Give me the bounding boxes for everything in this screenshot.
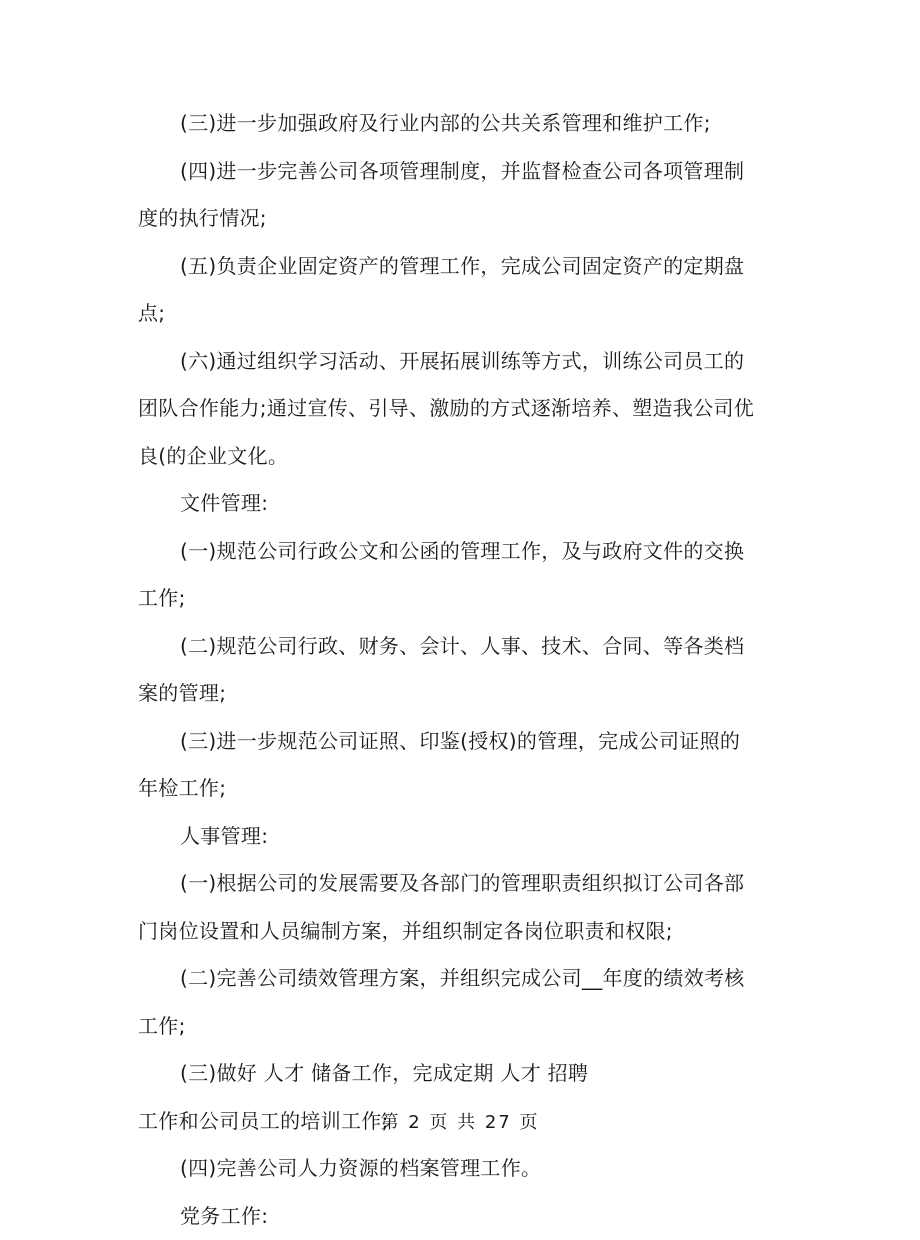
text-line: 工作;: [138, 575, 783, 623]
text-line: 人事管理:: [138, 813, 783, 861]
text-line: (二)完善公司绩效管理方案，并组织完成公司__年度的绩效考核: [138, 955, 783, 1003]
page-footer: 第 2 页 共 27 页: [0, 1108, 920, 1134]
text-line: (一)规范公司行政公文和公函的管理工作，及与政府文件的交换: [138, 528, 783, 576]
text-line: 工作和公司员工的培训工作;: [138, 1098, 783, 1146]
text-line: 良(的企业文化。: [138, 433, 783, 481]
text-line: (三)进一步加强政府及行业内部的公共关系管理和维护工作;: [138, 100, 783, 148]
text-line: (五)负责企业固定资产的管理工作，完成公司固定资产的定期盘: [138, 243, 783, 291]
text-line: (四)完善公司人力资源的档案管理工作。: [138, 1145, 783, 1193]
text-line: 度的执行情况;: [138, 195, 783, 243]
text-line: (三)进一步规范公司证照、印鉴(授权)的管理，完成公司证照的: [138, 718, 783, 766]
text-line: (三)做好 人才 储备工作，完成定期 人才 招聘: [138, 1050, 783, 1098]
text-line: 团队合作能力;通过宣传、引导、激励的方式逐渐培养、塑造我公司优: [138, 385, 783, 433]
text-line: (六)通过组织学习活动、开展拓展训练等方式，训练公司员工的: [138, 338, 783, 386]
text-line: 工作;: [138, 1003, 783, 1051]
text-line: (一)根据公司的发展需要及各部门的管理职责组织拟订公司各部: [138, 860, 783, 908]
text-line: 党务工作:: [138, 1193, 783, 1240]
text-line: 点;: [138, 290, 783, 338]
text-line: 门岗位设置和人员编制方案，并组织制定各岗位职责和权限;: [138, 908, 783, 956]
text-line: 年检工作;: [138, 765, 783, 813]
text-line: 文件管理:: [138, 480, 783, 528]
document-body: [138, 100, 783, 1240]
text-line: (二)规范公司行政、财务、会计、人事、技术、合同、等各类档: [138, 623, 783, 671]
text-line: (四)进一步完善公司各项管理制度，并监督检查公司各项管理制: [138, 148, 783, 196]
text-line: 案的管理;: [138, 670, 783, 718]
